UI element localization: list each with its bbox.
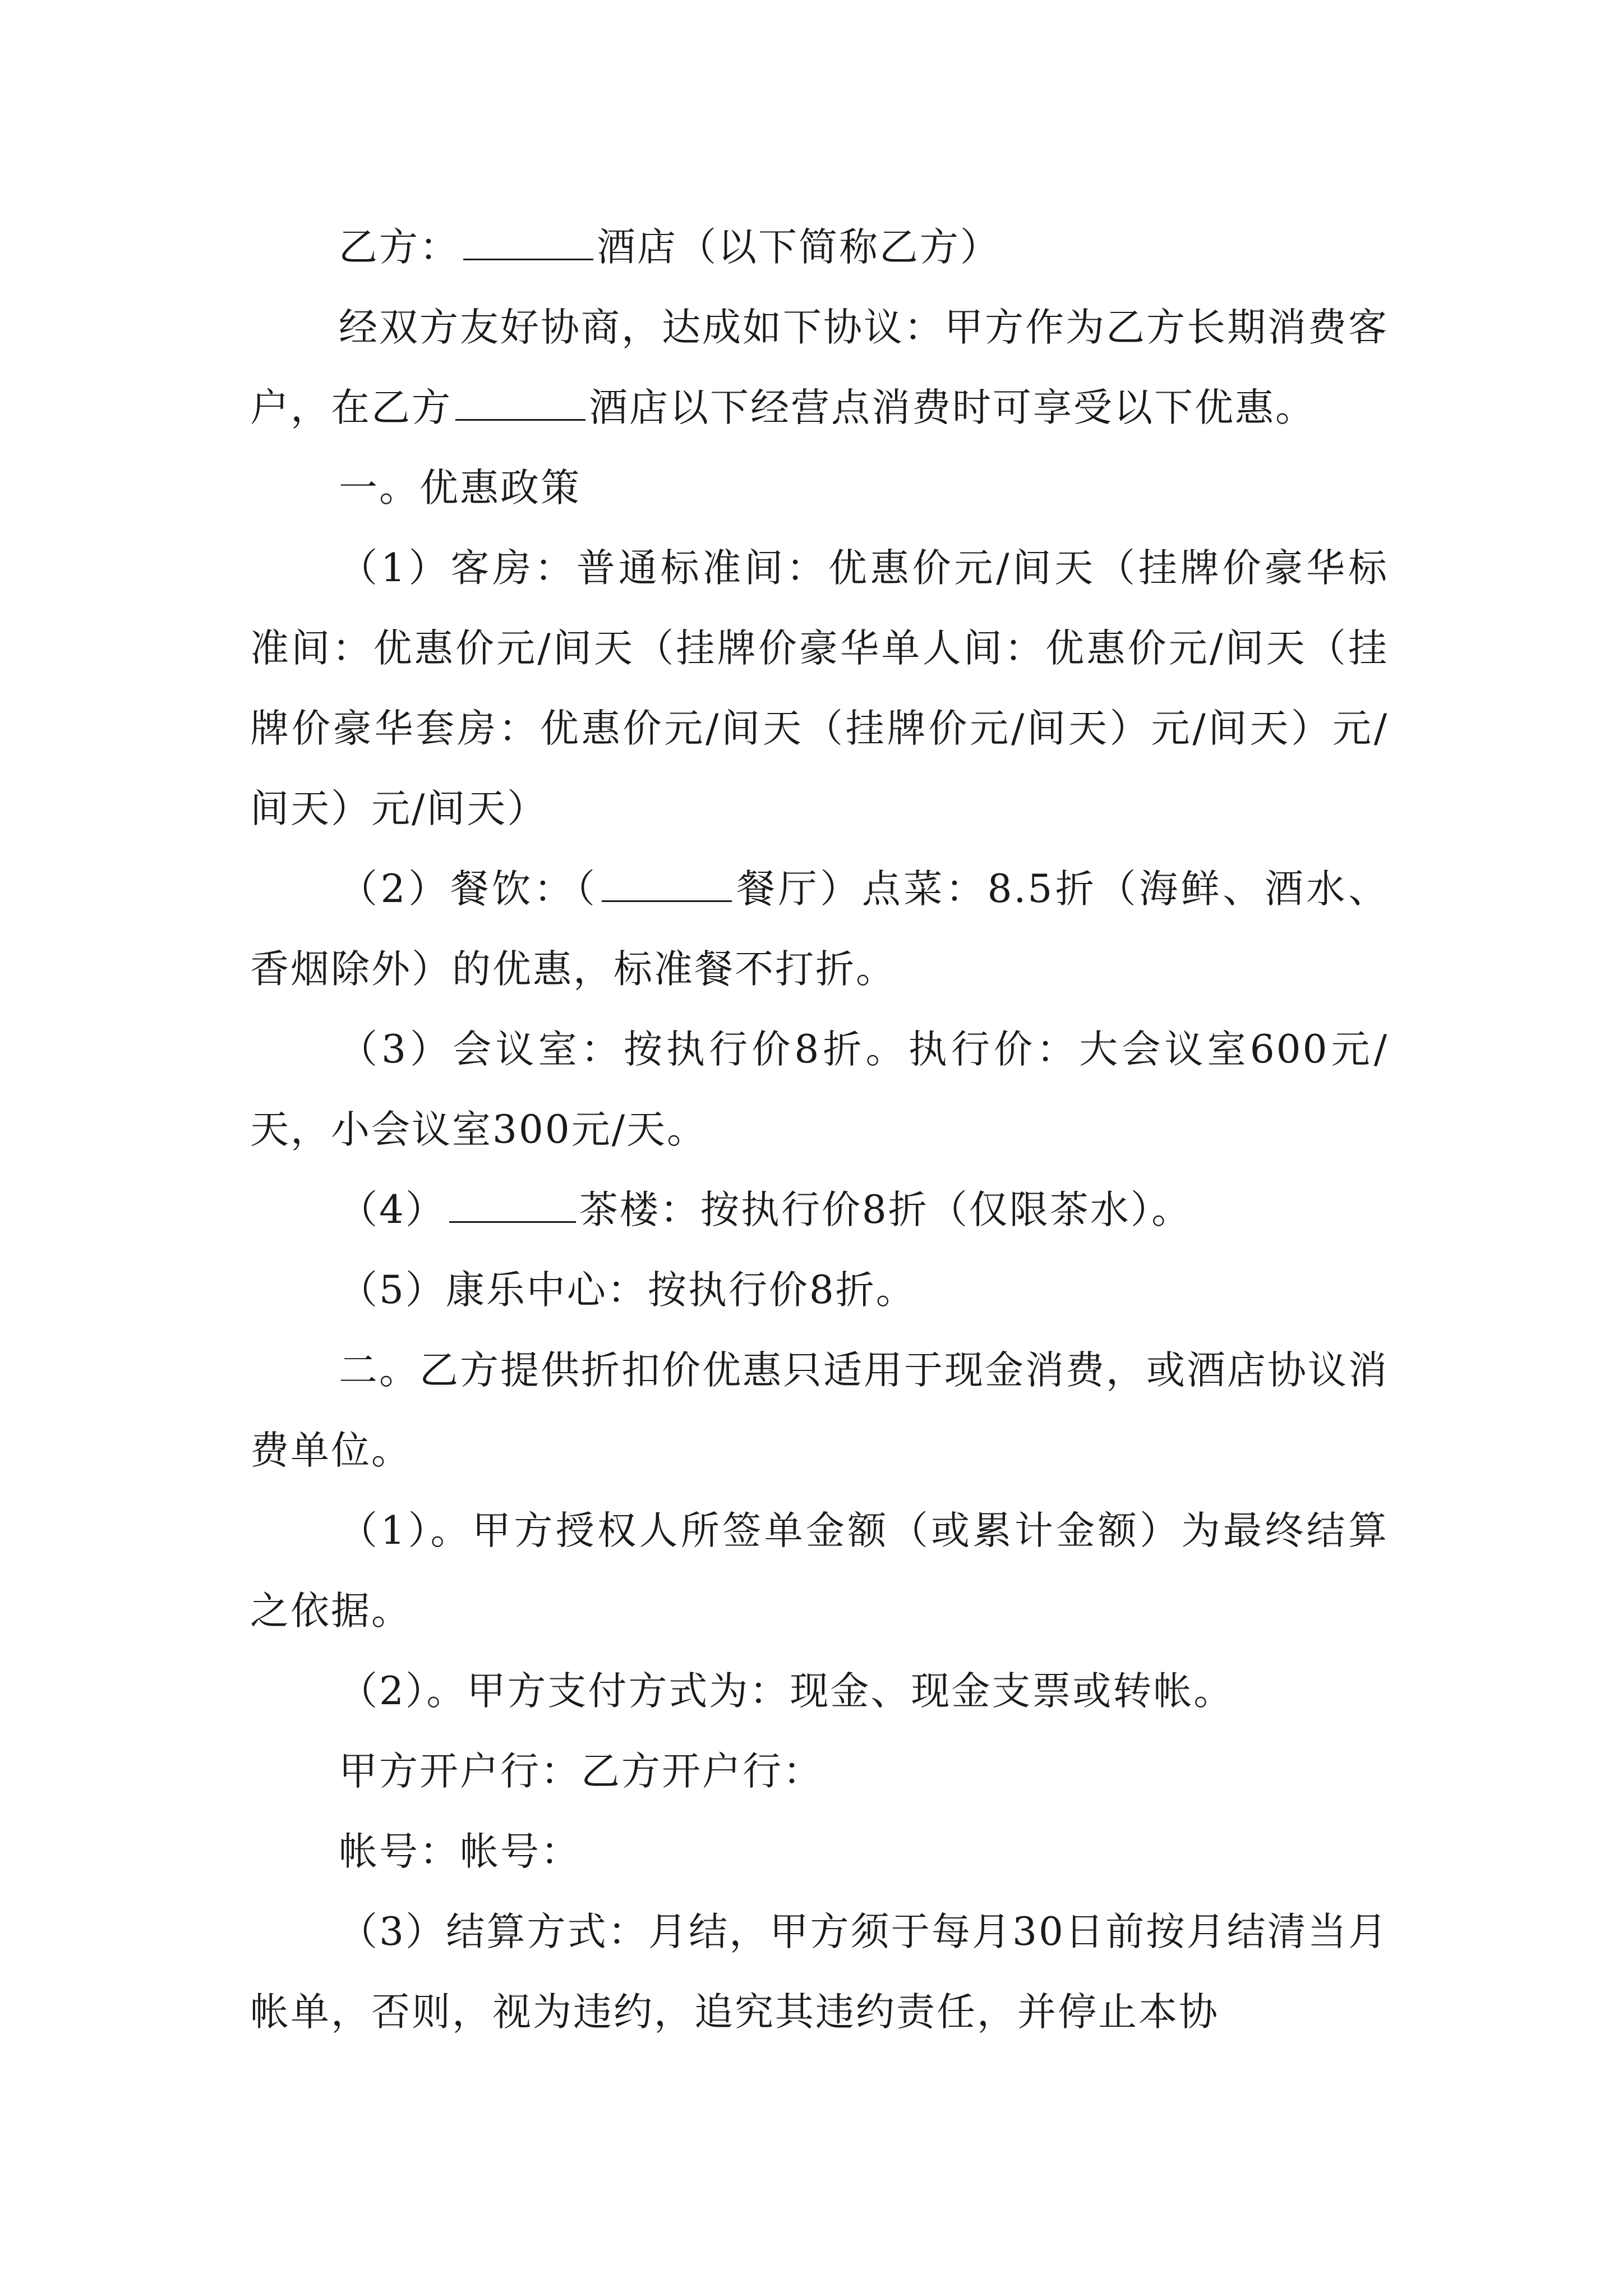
clause-payment-method: （2）。甲方支付方式为：现金、现金支票或转帐。 <box>339 1669 1234 1714</box>
clause-settlement-terms: （3）结算方式：月结，甲方须于每月30日前按月结清当月帐单，否则，视为违约，追究其违约责任，并停止本协 <box>250 1910 1389 2035</box>
document-body <box>250 208 1389 2053</box>
clause-tea-house: （4） 茶楼：按执行价8折（仅限茶水）。 <box>339 1188 1192 1232</box>
clause-settlement-basis: （1）。甲方授权人所签单金额（或累计金额）为最终结算之依据。 <box>250 1508 1389 1634</box>
bank-line: 甲方开户行：乙方开户行： <box>339 1749 823 1794</box>
fill-in-blank <box>455 385 585 421</box>
clause-recreation: （5）康乐中心：按执行价8折。 <box>339 1268 916 1313</box>
account-line: 帐号：帐号： <box>339 1829 581 1874</box>
fill-in-blank <box>602 867 732 902</box>
party-b-line: 乙方： 酒店（以下简称乙方） <box>339 225 1000 270</box>
clause-meeting-room: （3）会议室：按执行价8折。执行价：大会议室600元/天，小会议室300元/天。 <box>250 1027 1389 1152</box>
fill-in-blank <box>463 225 593 260</box>
section-heading-2: 二。乙方提供折扣价优惠只适用于现金消费，或酒店协议消费单位。 <box>250 1348 1389 1473</box>
agreement-intro: 经双方友好协商，达成如下协议：甲方作为乙方长期消费客户，在乙方 酒店以下经营点消费时可享受以下优惠。 <box>250 305 1389 430</box>
fill-in-blank <box>449 1188 576 1223</box>
section-heading-1: 一。优惠政策 <box>339 466 581 510</box>
clause-rooms: （1）客房：普通标准间：优惠价元/间天（挂牌价豪华标准间：优惠价元/间天（挂牌价豪华单人间：优惠价元/间天（挂牌价豪华套房：优惠价元/间天（挂牌价元/间天）元/间天）元/间天）元/间天） <box>250 546 1389 831</box>
clause-dining: （2）餐饮：（ 餐厅）点菜：8.5折（海鲜、酒水、香烟除外）的优惠，标准餐不打折。 <box>250 867 1389 992</box>
